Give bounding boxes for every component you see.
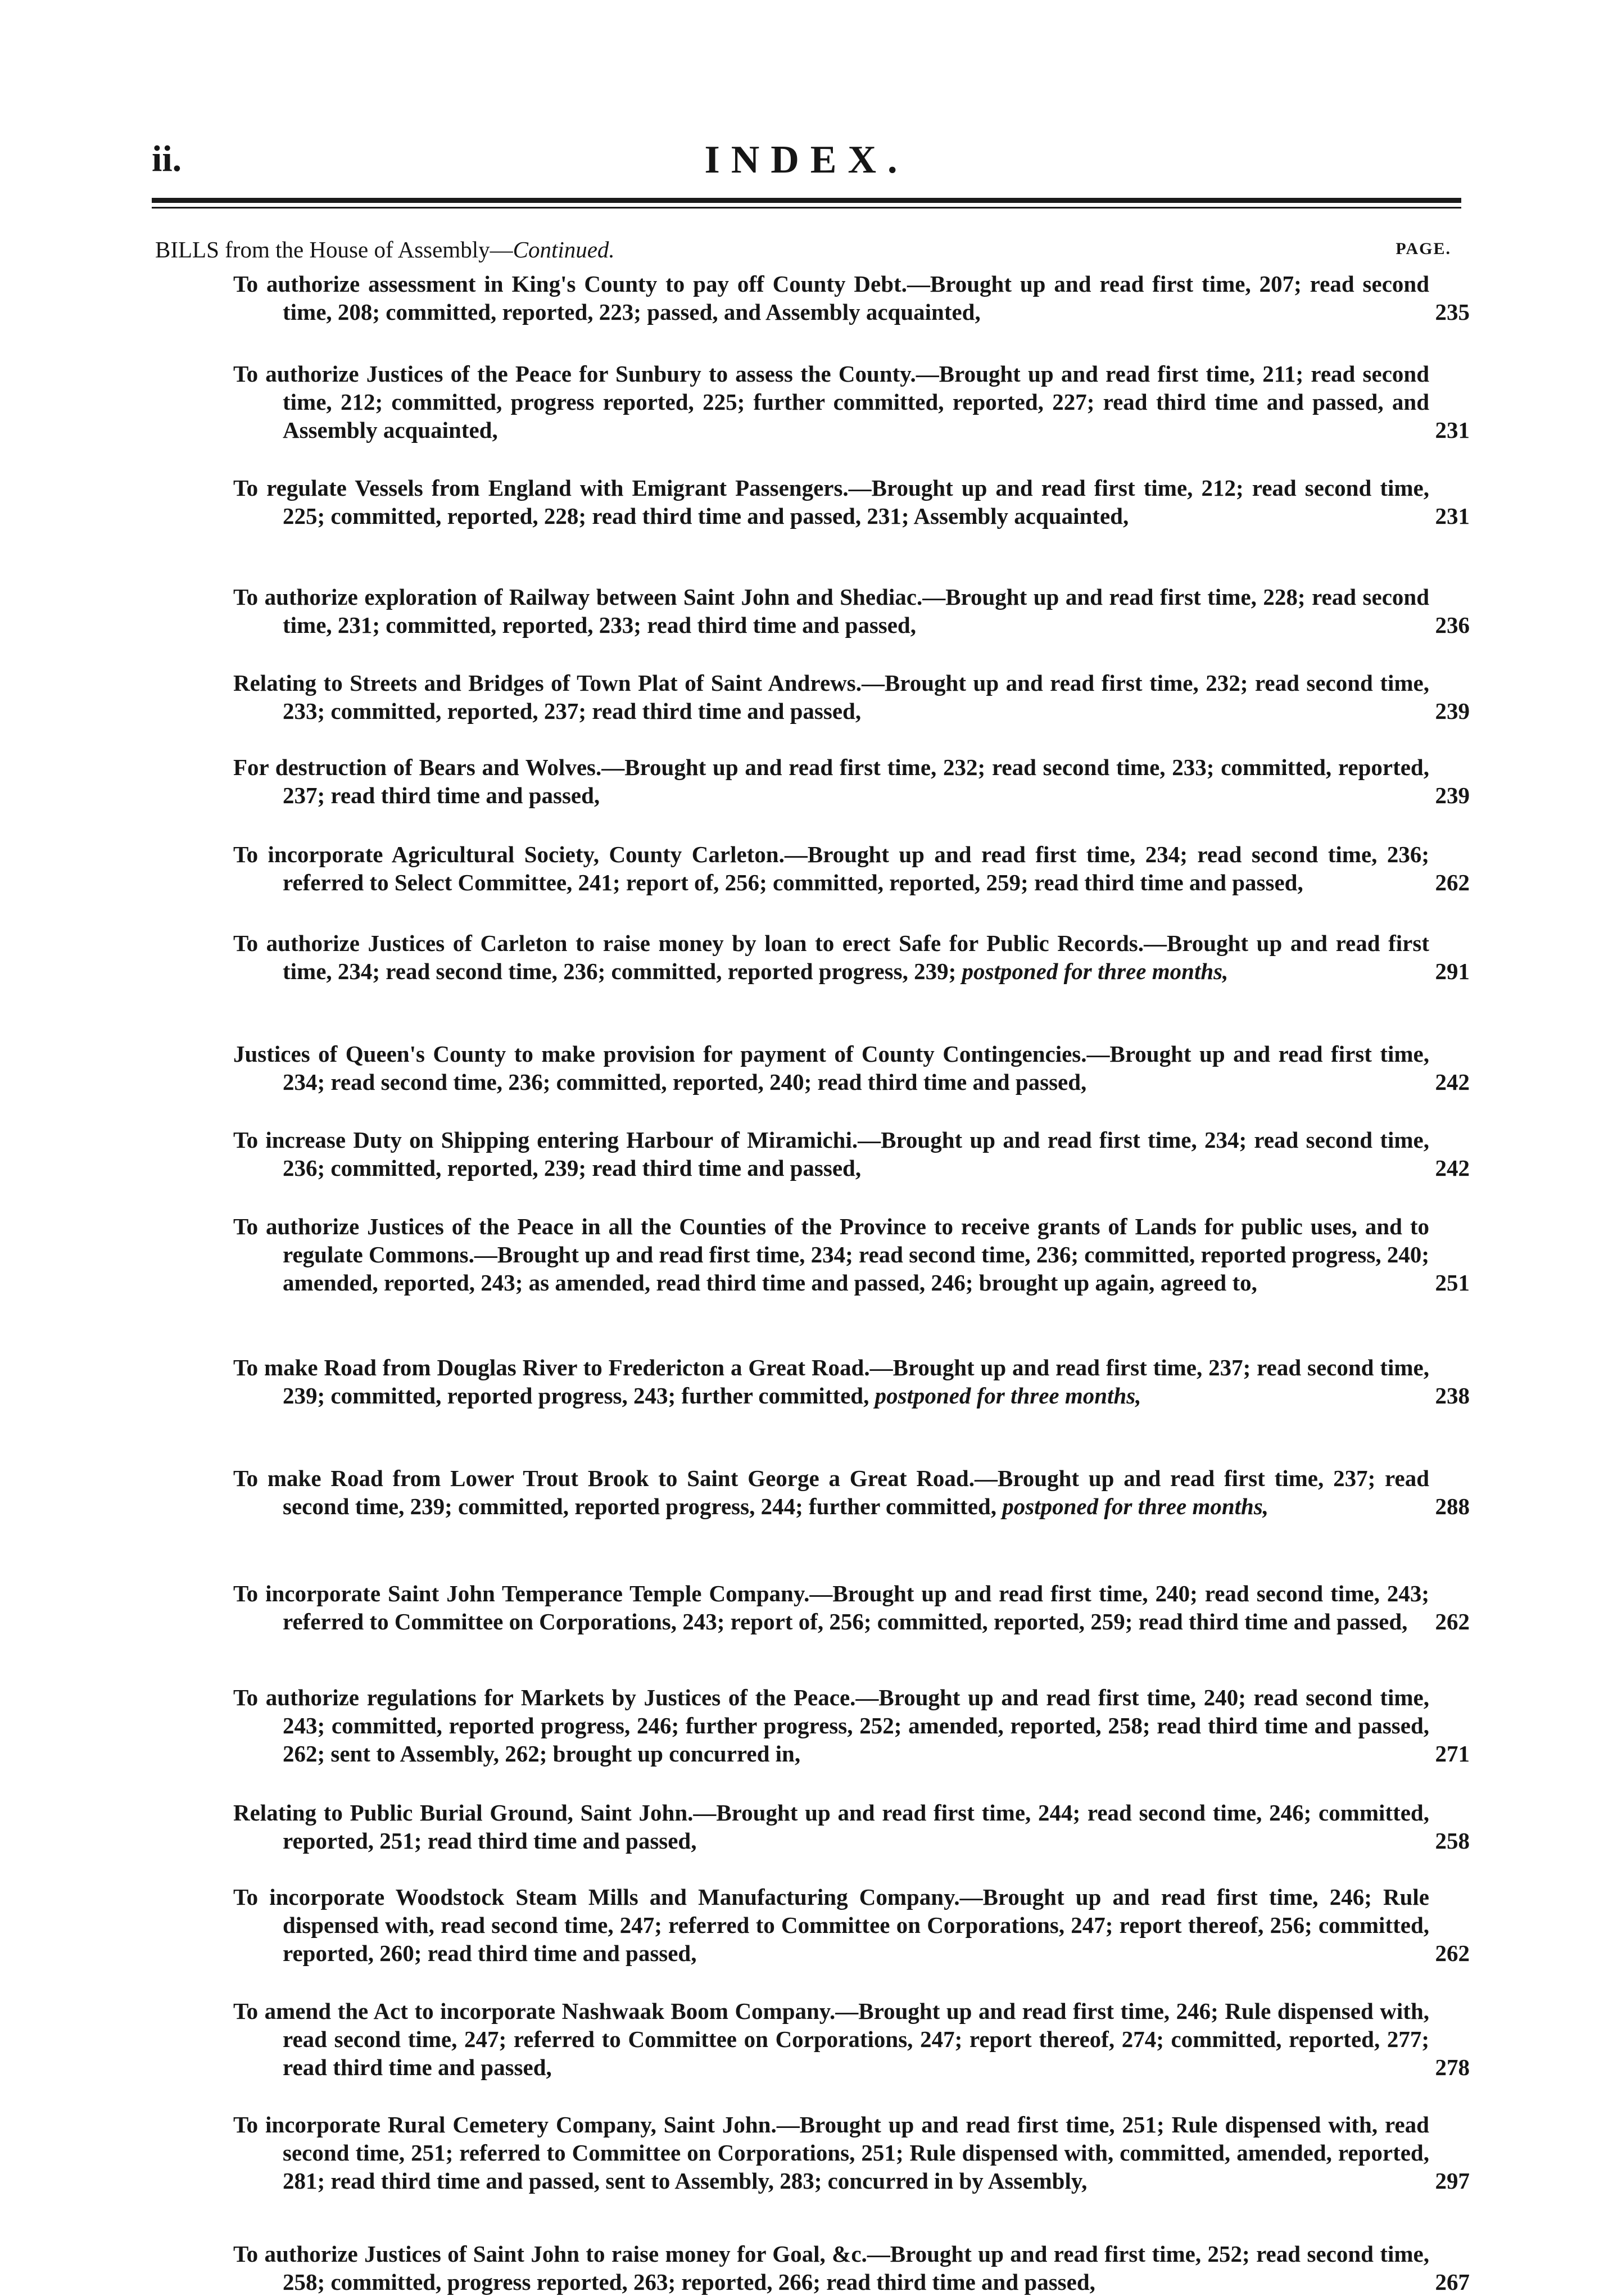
entry-body: Justices of Queen's County to make provision for payment of County Contingencies.—Brought up and read first time, 234; read second time, 236; committed, reported, 240; read third time and passed, xyxy=(233,1041,1429,1095)
entry-body: To amend the Act to incorporate Nashwaak Boom Company.—Brought up and read first time, 246; Rule dispensed with, read second time, 247; referred to Committee on Corporations, 247; report thereof, 274; committed, reported, 277; read third time and passed, xyxy=(233,1998,1429,2080)
index-entry xyxy=(233,929,1470,985)
entry-page: 239 xyxy=(1435,782,1470,808)
page-header xyxy=(152,138,1461,188)
index-entry xyxy=(233,583,1470,639)
entry-body: To incorporate Saint John Temperance Temple Company.—Brought up and read first time, 240; read second time, 243; referred to Committee on Corporations, 243; report of, 256; committed, reported, 259; read third time and passed, xyxy=(233,1581,1429,1634)
index-entry xyxy=(233,669,1470,725)
entry-page: 258 xyxy=(1435,1828,1470,1854)
entry-text xyxy=(233,669,1429,725)
index-entry xyxy=(233,2240,1470,2296)
entry-body: Relating to Public Burial Ground, Saint John.—Brought up and read first time, 244; read second time, 246; committed, reported, 251; read third time and passed, xyxy=(233,1800,1429,1854)
index-entry xyxy=(233,1683,1470,1768)
entry-page: 262 xyxy=(1435,1940,1470,1966)
entry-page: 235 xyxy=(1435,299,1470,325)
entry-page: 242 xyxy=(1435,1155,1470,1181)
header-rule-thick xyxy=(152,198,1461,203)
entry-page: 262 xyxy=(1435,1609,1470,1634)
index-entry xyxy=(233,1799,1470,1855)
entry-body: To incorporate Agricultural Society, County Carleton.—Brought up and read first time, 234; read second time, 236; referred to Select Committee, 241; report of, 256; committed, reported, 259; read third time and passed, xyxy=(233,841,1429,895)
entry-page: 271 xyxy=(1435,1741,1470,1767)
entry-postponed: postponed for three months, xyxy=(1002,1493,1269,1519)
entry-page: 291 xyxy=(1435,958,1470,984)
entry-text xyxy=(233,753,1429,809)
entry-postponed: postponed for three months, xyxy=(962,958,1229,984)
entry-text xyxy=(233,1579,1429,1636)
entry-page: 251 xyxy=(1435,1270,1470,1296)
entry-text xyxy=(233,1883,1429,1967)
page-column-label: PAGE. xyxy=(1396,239,1451,258)
entry-text xyxy=(233,2240,1429,2296)
index-entry xyxy=(233,753,1470,809)
entry-text xyxy=(233,1212,1429,1297)
index-entry xyxy=(233,1040,1470,1096)
index-entry xyxy=(233,270,1470,326)
entry-body: To authorize assessment in King's County to pay off County Debt.—Brought up and read first time, 207; read second time, 208; committed, reported, 223; passed, and Assembly acquainted, xyxy=(233,271,1429,325)
entry-text xyxy=(233,1126,1429,1182)
entry-text xyxy=(233,1683,1429,1768)
entry-text xyxy=(233,1353,1429,1410)
index-entry xyxy=(233,474,1470,530)
entry-page: 242 xyxy=(1435,1069,1470,1095)
index-entry xyxy=(233,840,1470,896)
entry-body: To authorize Justices of the Peace in all the Counties of the Province to receive grants of Lands for public uses, and to regulate Commons.—Brought up and read first time, 234; read second time, 236; committed, reported progress, 240; amended, reported, 243; as amended, read third time and passed, 246; brought up again, agreed to, xyxy=(233,1213,1429,1296)
entry-page: 262 xyxy=(1435,870,1470,895)
entry-body: To make Road from Lower Trout Brook to Saint George a Great Road.—Brought up and read first time, 237; read second time, 239; committed, reported progress, 244; further committed, xyxy=(233,1465,1429,1519)
entry-body: To incorporate Rural Cemetery Company, Saint John.—Brought up and read first time, 251; Rule dispensed with, read second time, 251; referred to Committee on Corporations, 251; Rule dispensed with, committed, amended, reported, 281; read third time and passed, sent to Assembly, 283; concurred in by Assembly, xyxy=(233,2112,1429,2194)
entry-page: 267 xyxy=(1435,2269,1470,2295)
entry-page: 278 xyxy=(1435,2054,1470,2080)
entry-text xyxy=(233,1799,1429,1855)
section-heading-continued: Continued. xyxy=(513,237,615,262)
entry-page: 239 xyxy=(1435,698,1470,724)
entry-body: To make Road from Douglas River to Fredericton a Great Road.—Brought up and read first time, 237; read second time, 239; committed, reported progress, 243; further committed, xyxy=(233,1355,1429,1409)
page-folio: ii. xyxy=(152,138,182,179)
index-entry xyxy=(233,1464,1470,1520)
section-heading-text: BILLS from the House of Assembly— xyxy=(155,237,513,262)
entry-page: 231 xyxy=(1435,503,1470,529)
page-title: INDEX. xyxy=(704,138,909,182)
entry-body: Relating to Streets and Bridges of Town Plat of Saint Andrews.—Brought up and read first time, 232; read second time, 233; committed, reported, 237; read third time and passed, xyxy=(233,670,1429,724)
index-entry xyxy=(233,1353,1470,1410)
index-entry xyxy=(233,1126,1470,1182)
entry-page: 297 xyxy=(1435,2168,1470,2194)
index-entry xyxy=(233,360,1470,444)
index-entry xyxy=(233,1579,1470,1636)
index-entry xyxy=(233,1212,1470,1297)
entry-body: To authorize Justices of the Peace for Sunbury to assess the County.—Brought up and read first time, 211; read second time, 212; committed, progress reported, 225; further committed, reported, 227; read third time and passed, and Assembly acquainted, xyxy=(233,361,1429,443)
entry-postponed: postponed for three months, xyxy=(875,1383,1141,1409)
entry-body: To authorize exploration of Railway between Saint John and Shediac.—Brought up and read first time, 228; read second time, 231; committed, reported, 233; read third time and passed, xyxy=(233,584,1429,638)
entry-text xyxy=(233,2111,1429,2195)
header-rule-thin xyxy=(152,207,1461,209)
entry-body: To authorize Justices of Saint John to raise money for Goal, &c.—Brought up and read first time, 252; read second time, 258; committed, progress reported, 263; reported, 266; read third time and passed, xyxy=(233,2241,1429,2295)
entry-text xyxy=(233,1464,1429,1520)
entry-text xyxy=(233,270,1429,326)
entry-text xyxy=(233,474,1429,530)
entry-body: For destruction of Bears and Wolves.—Brought up and read first time, 232; read second time, 233; committed, reported, 237; read third time and passed, xyxy=(233,754,1429,808)
entry-text xyxy=(233,1040,1429,1096)
entry-page: 236 xyxy=(1435,612,1470,638)
section-heading xyxy=(155,236,615,263)
entry-text xyxy=(233,1997,1429,2081)
entry-page: 231 xyxy=(1435,417,1470,443)
index-entry xyxy=(233,2111,1470,2195)
entry-text xyxy=(233,583,1429,639)
index-entry xyxy=(233,1883,1470,1967)
entry-text xyxy=(233,929,1429,985)
entry-text xyxy=(233,840,1429,896)
entry-body: To increase Duty on Shipping entering Harbour of Miramichi.—Brought up and read first time, 234; read second time, 236; committed, reported, 239; read third time and passed, xyxy=(233,1127,1429,1181)
entry-body: To regulate Vessels from England with Emigrant Passengers.—Brought up and read first time, 212; read second time, 225; committed, reported, 228; read third time and passed, 231; Assembly acquainted, xyxy=(233,475,1429,529)
entry-body: To incorporate Woodstock Steam Mills and Manufacturing Company.—Brought up and read first time, 246; Rule dispensed with, read second time, 247; referred to Committee on Corporations, 247; report thereof, 256; committed, reported, 260; read third time and passed, xyxy=(233,1884,1429,1966)
section-header xyxy=(155,236,1461,268)
entry-page: 238 xyxy=(1435,1383,1470,1409)
index-entry xyxy=(233,1997,1470,2081)
entry-page: 288 xyxy=(1435,1493,1470,1519)
entry-text xyxy=(233,360,1429,444)
entry-body: To authorize Justices of Carleton to raise money by loan to erect Safe for Public Records.—Brought up and read first time, 234; read second time, 236; committed, reported progress, 239; xyxy=(233,930,1429,984)
entry-body: To authorize regulations for Markets by Justices of the Peace.—Brought up and read first time, 240; read second time, 243; committed, reported progress, 246; further progress, 252; amended, reported, 258; read third time and passed, 262; sent to Assembly, 262; brought up concurred in, xyxy=(233,1684,1429,1767)
